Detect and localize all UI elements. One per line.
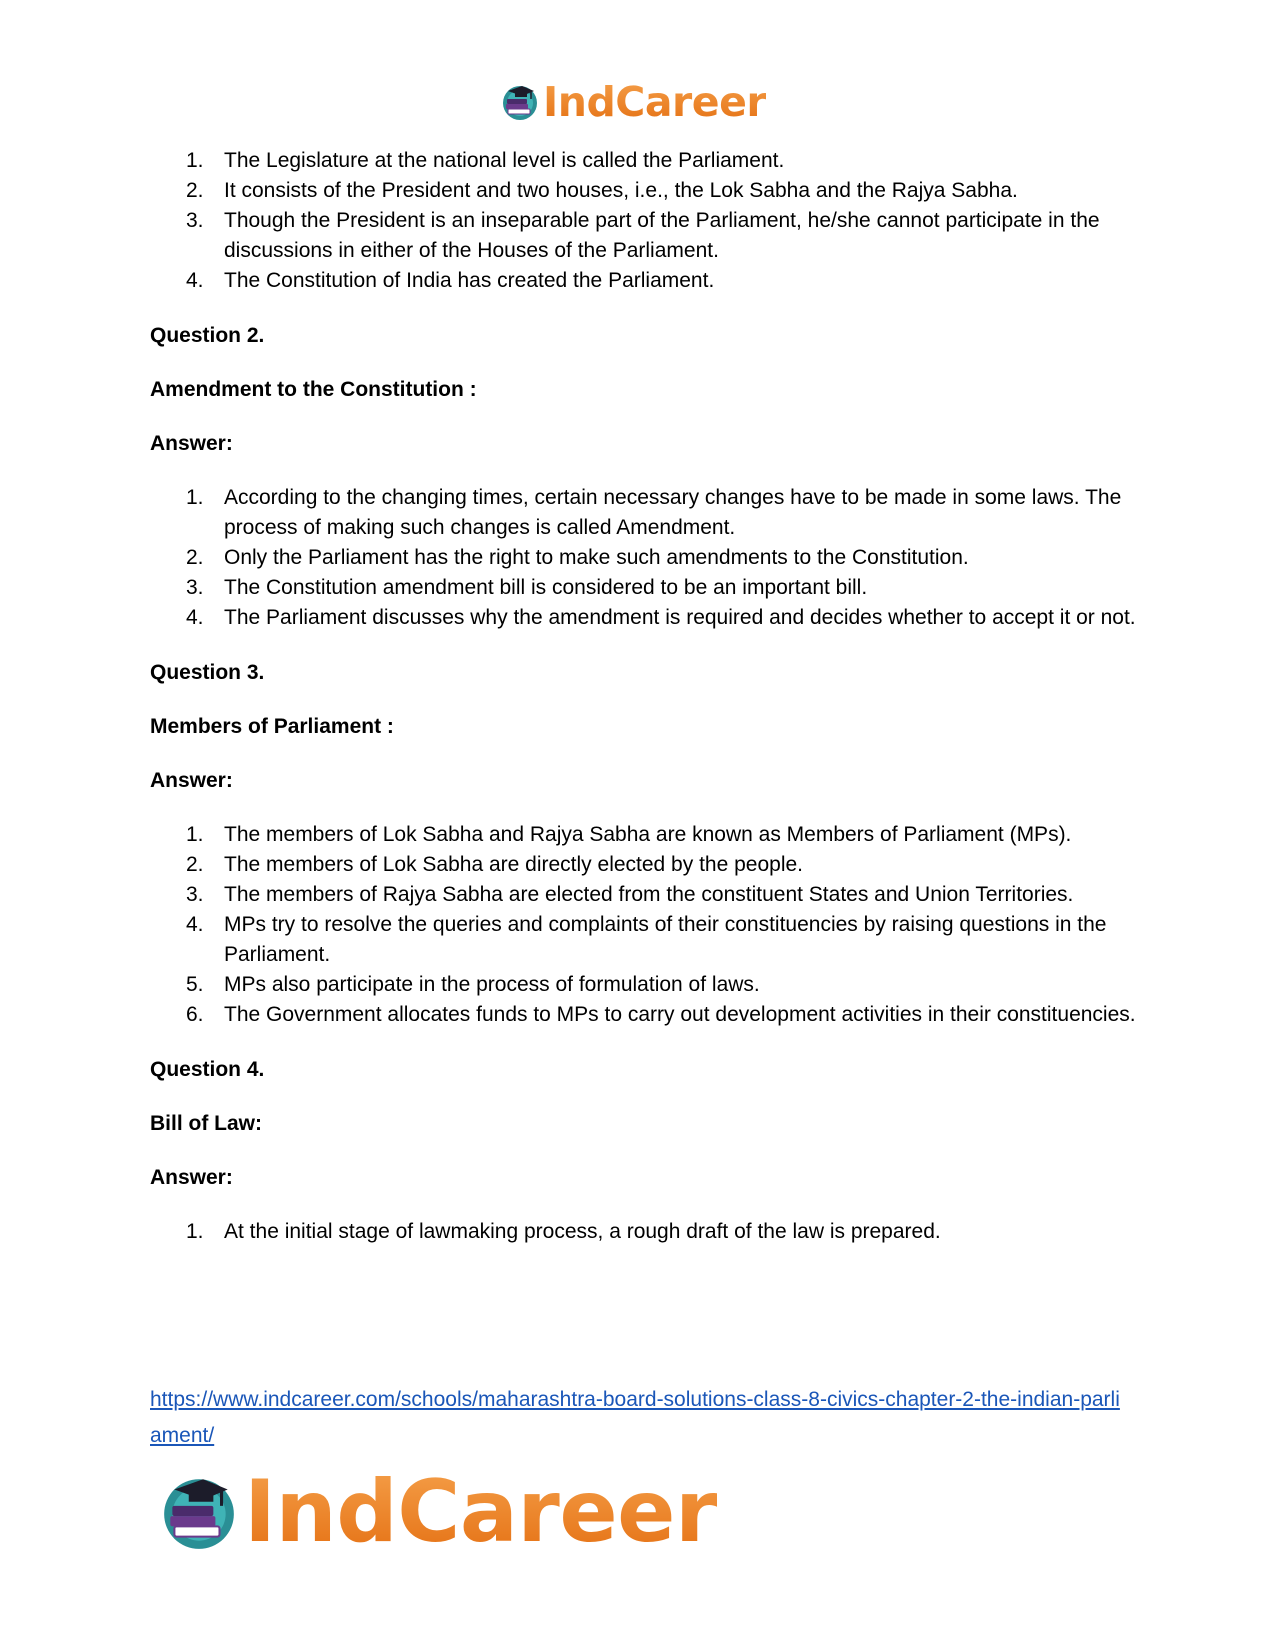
intro-list (150, 146, 1140, 296)
answer-label: Answer: (150, 1166, 233, 1189)
list-item: 1. The members of Lok Sabha and Rajya Sabha are known as Members of Parliament (MPs). (150, 820, 1140, 850)
list-item: 3. The Constitution amendment bill is considered to be an important bill. (150, 573, 1140, 603)
list-number: 3. (186, 883, 204, 906)
list-item: 4. The Constitution of India has created the Parliament. (150, 266, 1140, 296)
list-item: 6. The Government allocates funds to MPs to carry out development activities in their constituencies. (150, 1000, 1140, 1030)
list-item: 3. Though the President is an inseparable part of the Parliament, he/she cannot participate in the discussions in either of the Houses of the Parliament. (150, 206, 1140, 266)
question-topic: Members of Parliament : (150, 715, 394, 738)
list-number: 2. (186, 179, 204, 202)
list-item: 2. Only the Parliament has the right to make such amendments to the Constitution. (150, 543, 1140, 573)
list-item: 4. MPs try to resolve the queries and complaints of their constituencies by raising questions in the Parliament. (150, 910, 1140, 970)
document-body (150, 146, 1140, 1247)
list-number: 6. (186, 1003, 204, 1026)
list-number: 2. (186, 546, 204, 569)
question-topic: Amendment to the Constitution : (150, 378, 477, 401)
list-number: 5. (186, 973, 204, 996)
footer-logo (158, 1462, 717, 1562)
list-number: 4. (186, 913, 204, 936)
answer-label: Answer: (150, 432, 233, 455)
answer-label: Answer: (150, 769, 233, 792)
source-link[interactable]: https://www.indcareer.com/schools/maharashtra-board-solutions-class-8-civics-chapter-2-the-indian-parliament/ (150, 1388, 1120, 1447)
question-topic: Bill of Law: (150, 1112, 262, 1135)
list-number: 3. (186, 209, 204, 232)
question-label: Question 3. (150, 661, 265, 684)
list-item: 1. According to the changing times, certain necessary changes have to be made in some laws. The process of making such changes is called Amendment. (150, 483, 1140, 543)
list-number: 2. (186, 853, 204, 876)
list-number: 1. (186, 823, 204, 846)
answer-list (150, 820, 1140, 1030)
list-item: 1. At the initial stage of lawmaking process, a rough draft of the law is prepared. (150, 1217, 1140, 1247)
list-item: 4. The Parliament discusses why the amendment is required and decides whether to accept it or not. (150, 603, 1140, 633)
list-number: 4. (186, 269, 204, 292)
header-logo (500, 78, 766, 126)
list-item: 1. The Legislature at the national level is called the Parliament. (150, 146, 1140, 176)
list-item: 5. MPs also participate in the process of formulation of laws. (150, 970, 1140, 1000)
list-number: 3. (186, 576, 204, 599)
graduation-cap-books-icon (500, 82, 540, 122)
graduation-cap-books-icon (158, 1471, 240, 1553)
answer-list (150, 1217, 1140, 1247)
logo-wordmark: IndCareer (244, 1462, 717, 1562)
list-item: 2. The members of Lok Sabha are directly elected by the people. (150, 850, 1140, 880)
list-number: 1. (186, 1220, 204, 1243)
list-number: 4. (186, 606, 204, 629)
list-item: 2. It consists of the President and two houses, i.e., the Lok Sabha and the Rajya Sabha. (150, 176, 1140, 206)
list-number: 1. (186, 149, 204, 172)
list-number: 1. (186, 486, 204, 509)
logo-wordmark: IndCareer (543, 78, 767, 126)
list-item: 3. The members of Rajya Sabha are elected from the constituent States and Union Territories. (150, 880, 1140, 910)
answer-list (150, 483, 1140, 633)
question-label: Question 2. (150, 324, 265, 347)
question-label: Question 4. (150, 1058, 265, 1081)
